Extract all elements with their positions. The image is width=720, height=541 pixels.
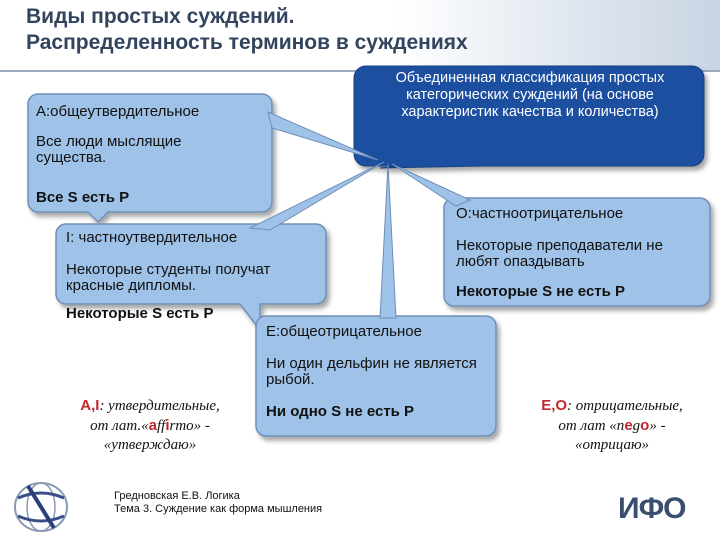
latin-right-g: g [632, 418, 641, 434]
judgment-a-example: Все люди мыслящие существа. [36, 133, 182, 166]
footer-topic: Тема 3. Суждение как форма мышления [114, 503, 323, 515]
latin-left-text4: «утверждаю» [103, 437, 197, 453]
judgment-o-type: О:частноотрицательное [456, 205, 624, 222]
footer-credits [114, 490, 322, 516]
latin-left-rmo: rmo [169, 418, 194, 434]
latin-left-i: i [165, 417, 170, 434]
classification-text: Объединенная классификация простых категорических суждений (на основе характеристик качества и количества) [395, 70, 665, 120]
judgment-i-formula: Некоторые S есть P [66, 305, 214, 322]
latin-nego-note [512, 396, 712, 455]
latin-left-a: a [148, 417, 157, 434]
latin-right-e: e [624, 417, 633, 434]
latin-right-o: o [640, 417, 650, 434]
latin-left-text2: от лат.« [90, 418, 149, 434]
judgment-o-example: Некоторые преподаватели не любят опаздывать [456, 237, 663, 270]
pointer-o [392, 164, 470, 206]
latin-left-ff: ff [156, 418, 166, 434]
latin-right-text4: «отрицаю» [574, 437, 650, 453]
latin-right-text2: от лат «n [558, 418, 625, 434]
judgment-a-formula: Все S есть P [36, 189, 130, 206]
latin-right-text3: » - [649, 418, 666, 434]
latin-affirmo-note [50, 396, 250, 455]
judgment-e-example: Ни один дельфин не является рыбой. [266, 355, 477, 388]
pointer-e [380, 164, 396, 318]
judgment-e-type: Е:общеотрицательное [266, 323, 422, 340]
judgment-o-formula: Некоторые S не есть P [456, 283, 626, 300]
latin-left-text3: » - [193, 418, 210, 434]
judgment-a-type: А:общеутвердительное [36, 103, 200, 120]
judgment-i-example: Некоторые студенты получат красные дипломы. [66, 261, 271, 294]
university-logo-icon [10, 478, 72, 541]
page-title: Виды простых суждений. Распределенность терминов в суждениях [26, 5, 468, 54]
latin-left-text1: : утвердительные, [99, 398, 220, 414]
ifo-logo: ИФО [618, 492, 686, 525]
judgment-i-type: I: частноутвердительное [66, 229, 238, 246]
affirmative-letters: A,I [80, 397, 100, 414]
footer-author: Гредновская Е.В. Логика [114, 490, 240, 502]
judgment-e-formula: Ни одно S не есть P [266, 403, 415, 420]
negative-letters: E,O [541, 397, 568, 414]
latin-right-text1: : отрицательные, [567, 398, 683, 414]
